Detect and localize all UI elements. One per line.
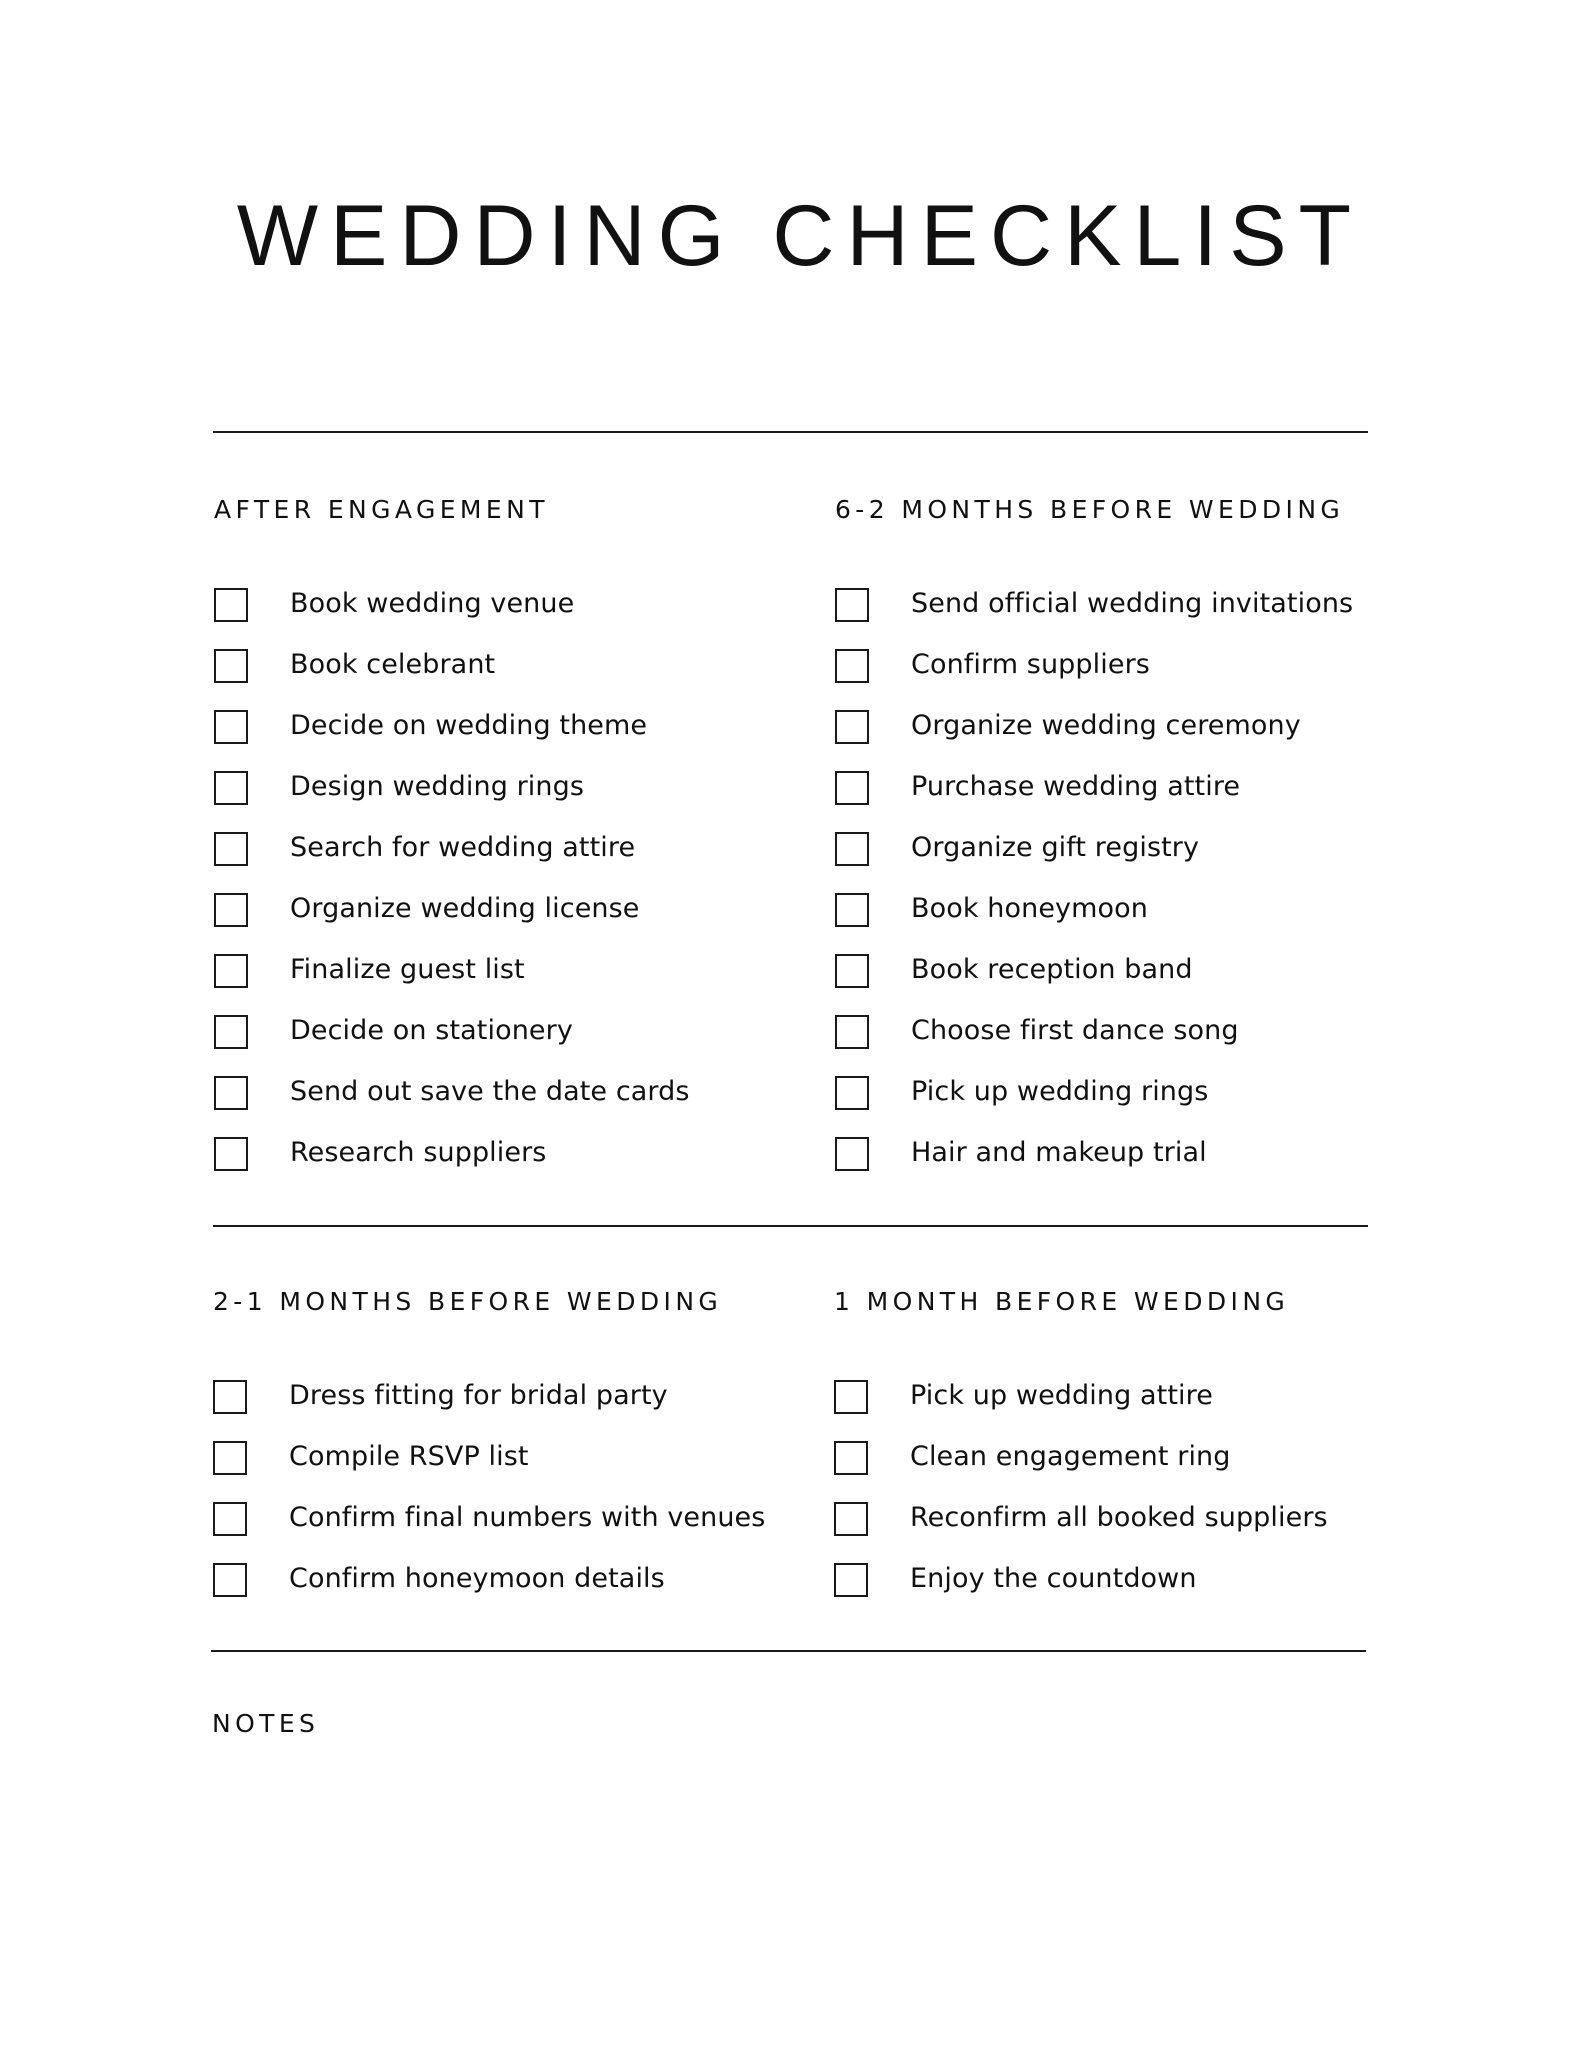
divider-top: [213, 431, 1368, 433]
checklist-item[interactable]: [835, 710, 1355, 771]
checkbox[interactable]: [834, 1502, 868, 1536]
checkbox[interactable]: [835, 893, 869, 927]
checklist-item[interactable]: [214, 1137, 734, 1198]
checkbox[interactable]: [214, 1076, 248, 1110]
checklist-item[interactable]: [213, 1502, 766, 1563]
item-label: Enjoy the countdown: [910, 1563, 1197, 1594]
item-label: Choose first dance song: [911, 1015, 1239, 1046]
checklist: [214, 588, 734, 1198]
section-2-1-months: [213, 1280, 766, 1624]
divider-middle: [213, 1225, 1368, 1227]
checklist-item[interactable]: [214, 710, 734, 771]
checkbox[interactable]: [835, 588, 869, 622]
checklist: [834, 1380, 1354, 1624]
section-heading: AFTER ENGAGEMENT: [214, 495, 549, 524]
checkbox[interactable]: [214, 588, 248, 622]
checklist-item[interactable]: [214, 588, 734, 649]
checklist: [213, 1380, 766, 1624]
checkbox[interactable]: [213, 1441, 247, 1475]
checkbox[interactable]: [214, 954, 248, 988]
item-label: Send official wedding invitations: [911, 588, 1354, 619]
checklist-item[interactable]: [213, 1563, 733, 1624]
section-1-month: [834, 1280, 1354, 1624]
checklist-item[interactable]: [835, 954, 1355, 1015]
item-label: Decide on wedding theme: [290, 710, 648, 741]
checkbox[interactable]: [213, 1502, 247, 1536]
checklist-item[interactable]: [835, 771, 1355, 832]
item-label: Search for wedding attire: [290, 832, 636, 863]
item-label: Book celebrant: [290, 649, 496, 680]
checklist-item[interactable]: [214, 1015, 734, 1076]
checkbox[interactable]: [835, 1015, 869, 1049]
checklist-item[interactable]: [214, 954, 734, 1015]
checklist-item[interactable]: [213, 1441, 733, 1502]
notes-area[interactable]: [212, 1760, 1367, 2000]
checkbox[interactable]: [835, 649, 869, 683]
checklist-item[interactable]: [214, 1076, 734, 1137]
checkbox[interactable]: [214, 710, 248, 744]
item-label: Organize gift registry: [911, 832, 1200, 863]
item-label: Confirm suppliers: [911, 649, 1150, 680]
item-label: Compile RSVP list: [289, 1441, 529, 1472]
checklist-item[interactable]: [214, 832, 734, 893]
checkbox[interactable]: [835, 710, 869, 744]
section-heading: 6-2 MONTHS BEFORE WEDDING: [835, 495, 1345, 524]
checkbox[interactable]: [834, 1441, 868, 1475]
checklist-item[interactable]: [213, 1380, 733, 1441]
checklist-item[interactable]: [214, 893, 734, 954]
checkbox[interactable]: [834, 1563, 868, 1597]
section-after-engagement: [214, 488, 734, 1198]
item-label: Pick up wedding rings: [911, 1076, 1209, 1107]
checklist-item[interactable]: [834, 1380, 1354, 1441]
item-label: Design wedding rings: [290, 771, 585, 802]
checkbox[interactable]: [214, 771, 248, 805]
checklist-item[interactable]: [834, 1441, 1354, 1502]
item-label: Organize wedding license: [290, 893, 640, 924]
checkbox[interactable]: [835, 832, 869, 866]
checkbox[interactable]: [214, 893, 248, 927]
divider-bottom: [211, 1650, 1366, 1652]
checklist-item[interactable]: [834, 1502, 1354, 1563]
checkbox[interactable]: [834, 1380, 868, 1414]
item-label: Finalize guest list: [290, 954, 525, 985]
page-title: WEDDING CHECKLIST: [236, 188, 1364, 284]
checklist-item[interactable]: [835, 832, 1355, 893]
item-label: Book honeymoon: [911, 893, 1148, 924]
item-label: Pick up wedding attire: [910, 1380, 1213, 1411]
item-label: Reconfirm all booked suppliers: [910, 1502, 1328, 1533]
item-label: Dress fitting for bridal party: [289, 1380, 668, 1411]
section-heading: 2-1 MONTHS BEFORE WEDDING: [213, 1287, 723, 1316]
checklist-item[interactable]: [835, 893, 1355, 954]
checklist-item[interactable]: [834, 1563, 1354, 1624]
checkbox[interactable]: [835, 954, 869, 988]
checkbox[interactable]: [213, 1380, 247, 1414]
checkbox[interactable]: [835, 1076, 869, 1110]
checklist-item[interactable]: [214, 771, 734, 832]
notes-heading: NOTES: [212, 1709, 320, 1738]
checklist-item[interactable]: [835, 588, 1355, 649]
section-heading: 1 MONTH BEFORE WEDDING: [834, 1287, 1290, 1316]
checklist-item[interactable]: [214, 649, 734, 710]
section-6-2-months: [835, 488, 1355, 1198]
checkbox[interactable]: [214, 832, 248, 866]
item-label: Send out save the date cards: [290, 1076, 690, 1107]
item-label: Research suppliers: [290, 1137, 547, 1168]
checklist-item[interactable]: [835, 1076, 1355, 1137]
item-label: Clean engagement ring: [910, 1441, 1231, 1472]
checklist-item[interactable]: [835, 649, 1355, 710]
checkbox[interactable]: [835, 1137, 869, 1171]
item-label: Confirm final numbers with venues: [289, 1502, 766, 1533]
item-label: Decide on stationery: [290, 1015, 573, 1046]
item-label: Hair and makeup trial: [911, 1137, 1207, 1168]
checklist-item[interactable]: [835, 1137, 1355, 1198]
item-label: Confirm honeymoon details: [289, 1563, 665, 1594]
checkbox[interactable]: [213, 1563, 247, 1597]
item-label: Book reception band: [911, 954, 1193, 985]
checkbox[interactable]: [214, 649, 248, 683]
checklist-item[interactable]: [835, 1015, 1355, 1076]
item-label: Organize wedding ceremony: [911, 710, 1301, 741]
checkbox[interactable]: [835, 771, 869, 805]
item-label: Book wedding venue: [290, 588, 575, 619]
checkbox[interactable]: [214, 1137, 248, 1171]
checkbox[interactable]: [214, 1015, 248, 1049]
checklist: [835, 588, 1355, 1198]
item-label: Purchase wedding attire: [911, 771, 1241, 802]
